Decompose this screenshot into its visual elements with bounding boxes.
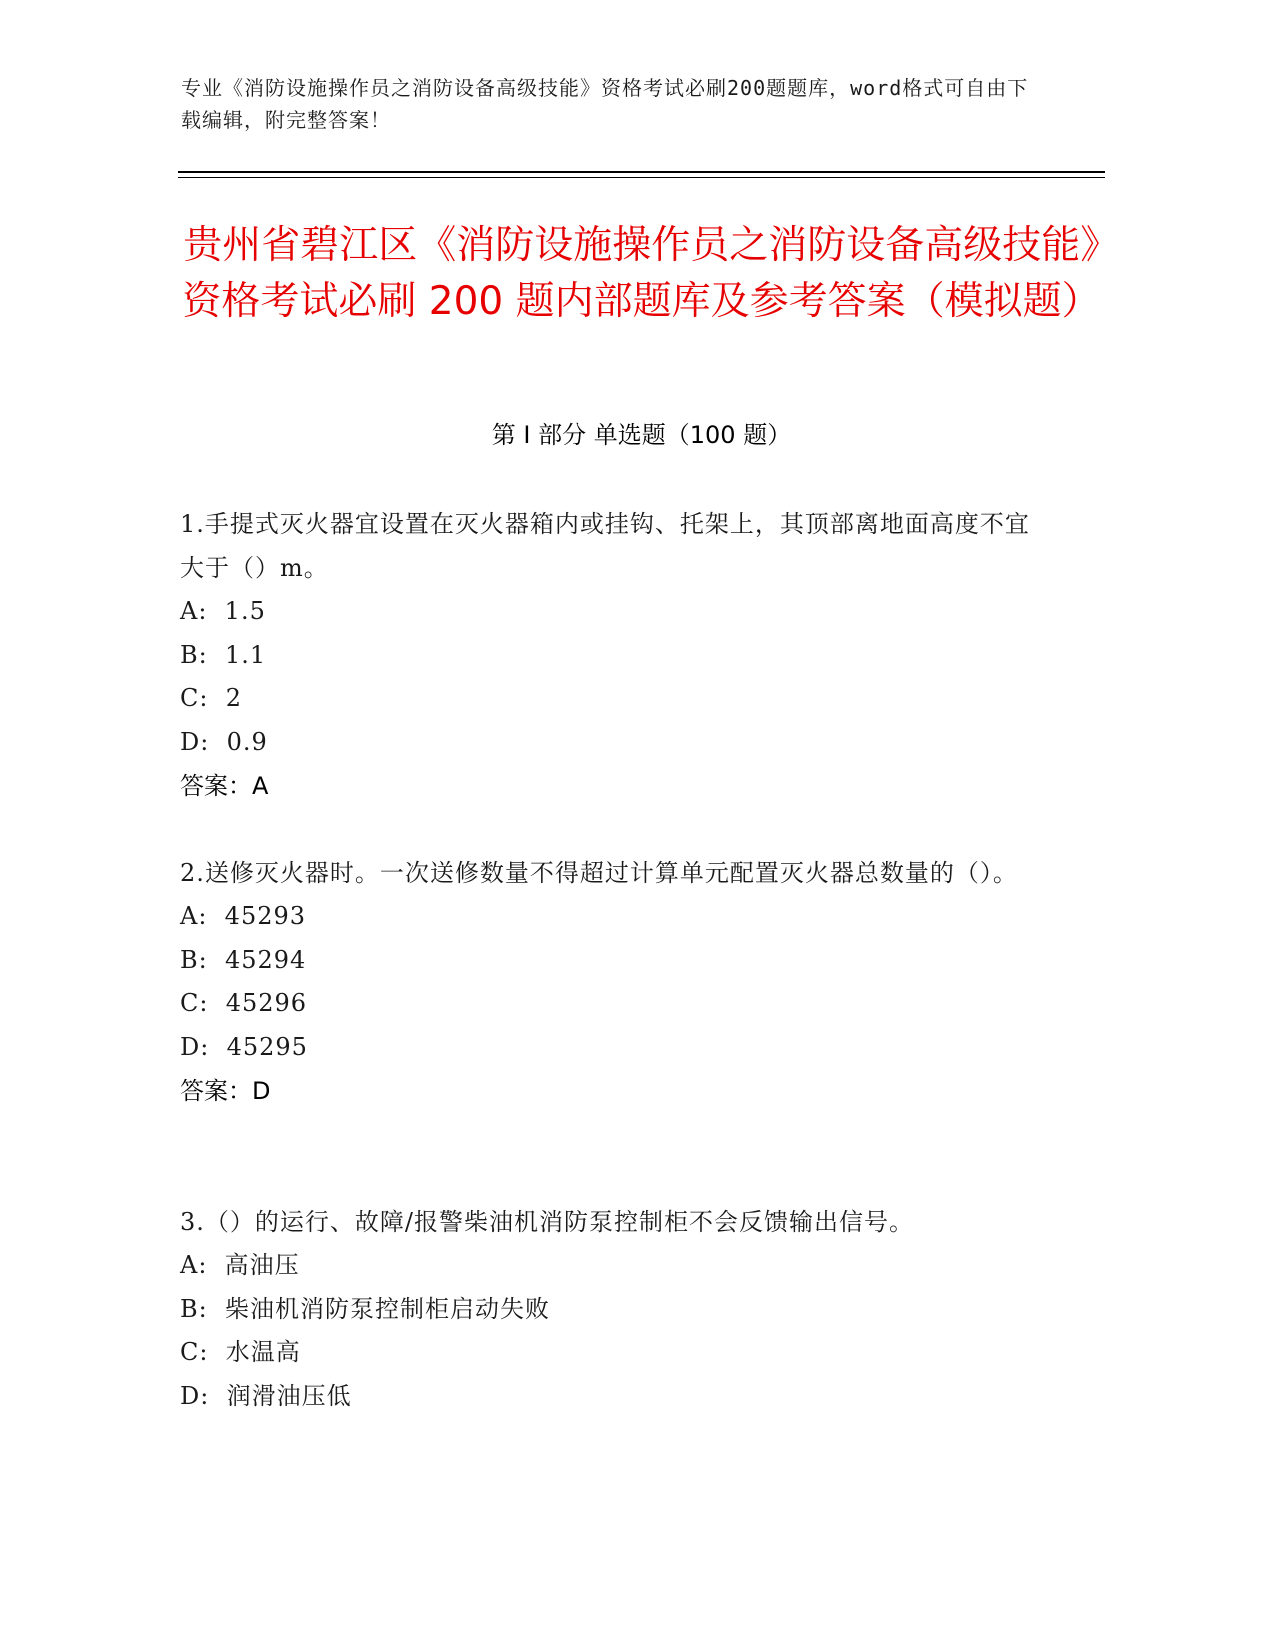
option-d: D: 润滑油压低: [180, 1381, 352, 1410]
option-b: B: 1.1: [180, 640, 267, 669]
option-a: A: 45293: [180, 902, 307, 930]
option-b: B: 柴油机消防泵控制柜启动失败: [180, 1294, 550, 1323]
option-c: C: 2: [180, 684, 242, 712]
header-rule-thick: [178, 171, 1105, 173]
option-d: D: 0.9: [180, 727, 268, 756]
question-1: [180, 502, 1040, 808]
answer: 答案：D: [180, 1077, 271, 1105]
question-text: 1.手提式灭火器宜设置在灭火器箱内或挂钩、托架上，其顶部离地面高度不宜大于（）m。: [180, 510, 1030, 582]
question-text: 3.（）的运行、故障/报警柴油机消防泵控制柜不会反馈输出信号。: [180, 1208, 914, 1236]
option-a: A: 高油压: [180, 1251, 300, 1279]
answer: 答案：A: [180, 772, 269, 800]
section-title: 第 I 部分 单选题（100 题）: [491, 421, 792, 449]
header-note: 专业《消防设施操作员之消防设备高级技能》资格考试必刷200题题库，word格式可自由下载编辑，附完整答案！: [181, 76, 1029, 132]
option-c: C: 45296: [180, 989, 308, 1017]
option-b: B: 45294: [180, 945, 307, 974]
option-a: A: 1.5: [180, 597, 266, 625]
question-text: 2.送修灭火器时。一次送修数量不得超过计算单元配置灭火器总数量的（）。: [180, 859, 1018, 887]
document-title: 贵州省碧江区《消防设施操作员之消防设备高级技能》资格考试必刷 200 题内部题库及参考答案（模拟题）: [182, 223, 1101, 324]
option-d: D: 45295: [180, 1032, 308, 1061]
question-3: [180, 1200, 1040, 1418]
option-c: C: 水温高: [180, 1338, 301, 1366]
question-2: [180, 851, 1040, 1113]
header-rule-thin: [178, 177, 1105, 178]
